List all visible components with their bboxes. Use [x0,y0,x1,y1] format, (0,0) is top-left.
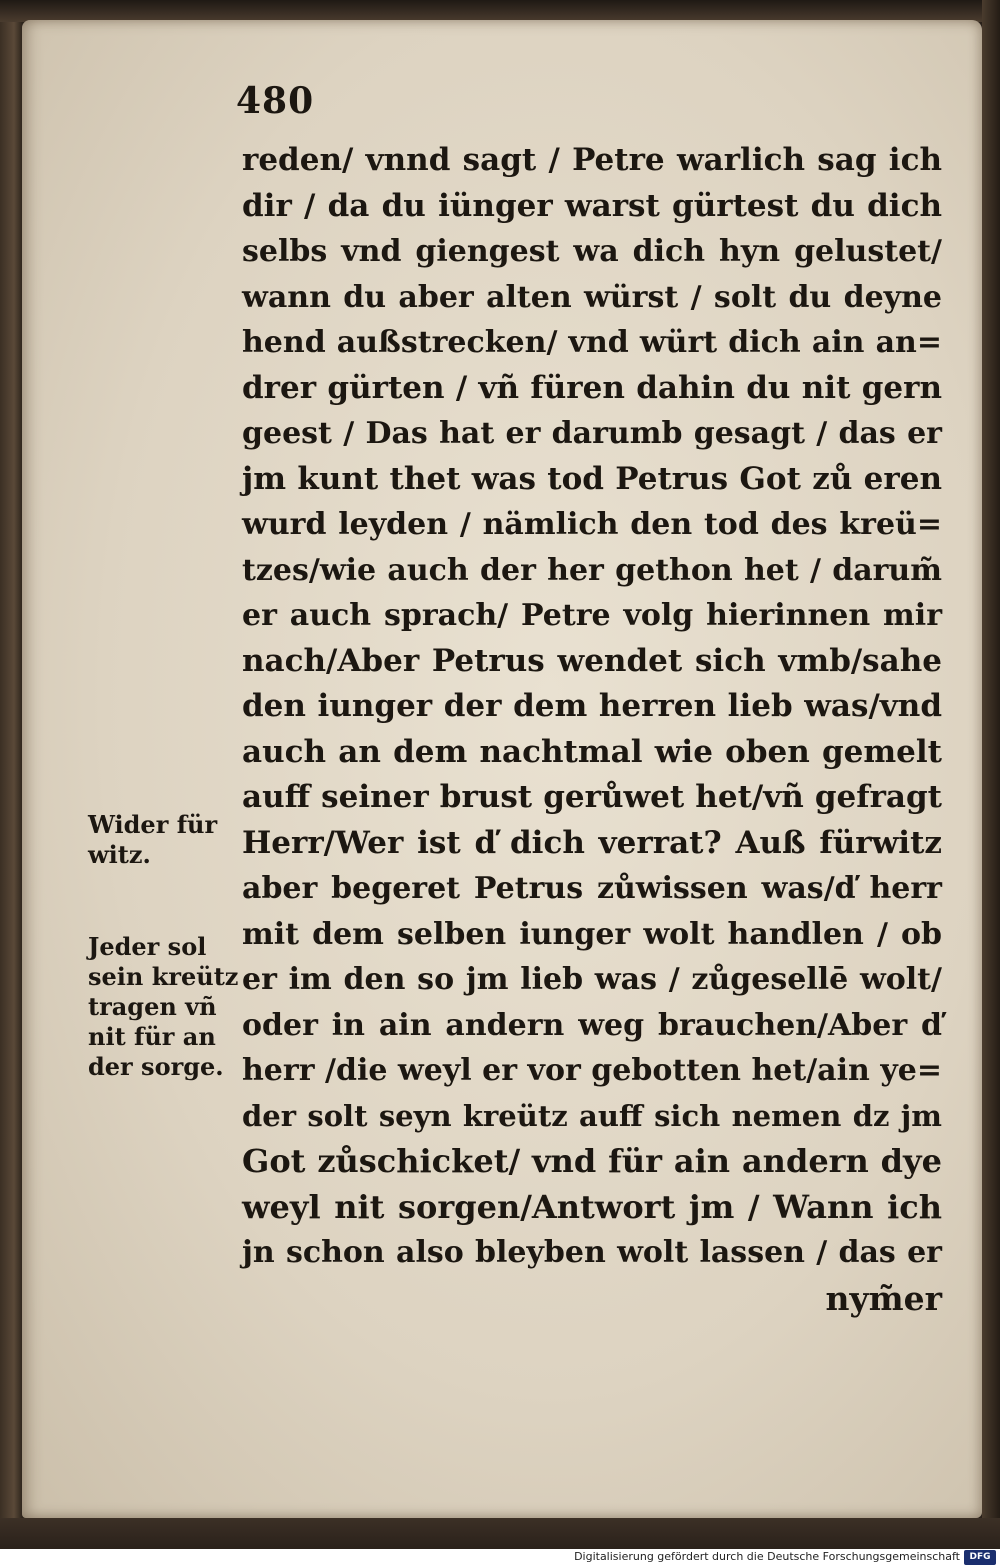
right-edge [982,0,1000,1567]
body-text [242,138,942,1321]
text-line: er auch sprach/ Petre volg hierinnen mir [242,598,942,633]
bottom-edge [0,1518,1000,1549]
text-line: mit dem selben iunger wolt handlen / ob [242,916,942,952]
marginal-note-wider-fuerwitz [88,810,238,870]
marginal-note-line: sein kreütz [88,962,239,991]
text-line: herr /die weyl er vor gebotten het/ain ye= [242,1053,942,1088]
text-line: jm kunt thet was tod Petrus Got zů eren [242,460,942,497]
footer-bar [0,1549,1000,1567]
text-line: aber begeret Petrus zůwissen was/ď herr [242,871,942,906]
text-line: wann du aber alten würst / solt du deyne [242,279,942,315]
text-line: auch an dem nachtmal wie oben gemelt [242,733,942,770]
text-line: nym̃er [825,1278,942,1318]
marginal-note-kreuetz-tragen [88,932,238,1082]
text-line: den iunger der dem herren lieb was/vnd [242,688,942,724]
text-line: nach/Aber Petrus wendet sich vmb/sahe [242,642,942,679]
dfg-logo: DFG [964,1550,996,1565]
text-line: wurd leyden / nämlich den tod des kreü= [242,507,942,542]
text-line: jn schon also bleyben wolt lassen / das er [242,1235,942,1270]
page-number: 480 [236,80,315,122]
text-line: geest / Das hat er darumb gesagt / das er [242,416,942,451]
marginal-note-line: der sorge. [88,1052,224,1081]
text-line: reden/ vnnd sagt / Petre warlich sag ich [242,142,942,178]
text-line: tzes/wie auch der her gethon het / darum̃ [242,552,942,588]
text-line: oder in ain andern weg brauchen/Aber ď [242,1007,942,1043]
text-line: er im den so jm lieb was / zůgesellē wolt/ [242,962,942,997]
text-line: Herr/Wer ist ď dich verrat? Auß fürwitz [242,824,942,861]
top-edge [0,0,1000,22]
marginal-note-line: witz. [88,840,151,869]
marginal-note-line: nit für an [88,1022,216,1051]
text-line: drer gürten / vñ füren dahin du nit gern [242,369,942,406]
text-line: hend außstrecken/ vnd würt dich ain an= [242,325,942,360]
text-line: Got zůschicket/ vnd für ain andern dye [242,1142,942,1180]
text-line: selbs vnd giengest wa dich hyn gelustet/ [242,234,942,269]
text-line: dir / da du iünger warst gürtest du dich [242,187,942,224]
text-line: weyl nit sorgen/Antwort jm / Wann ich [242,1187,942,1226]
marginal-note-line: Wider für [88,810,218,839]
text-line: auff seiner brust gerůwet het/vñ gefragt [242,779,942,815]
marginal-note-line: Jeder sol [88,932,207,961]
text-line: der solt seyn kreütz auff sich nemen dz jm [242,1098,942,1133]
footer-credit: Digitalisierung gefördert durch die Deutsche Forschungsgemeinschaft [574,1550,960,1563]
marginal-note-line: tragen vñ [88,992,217,1021]
